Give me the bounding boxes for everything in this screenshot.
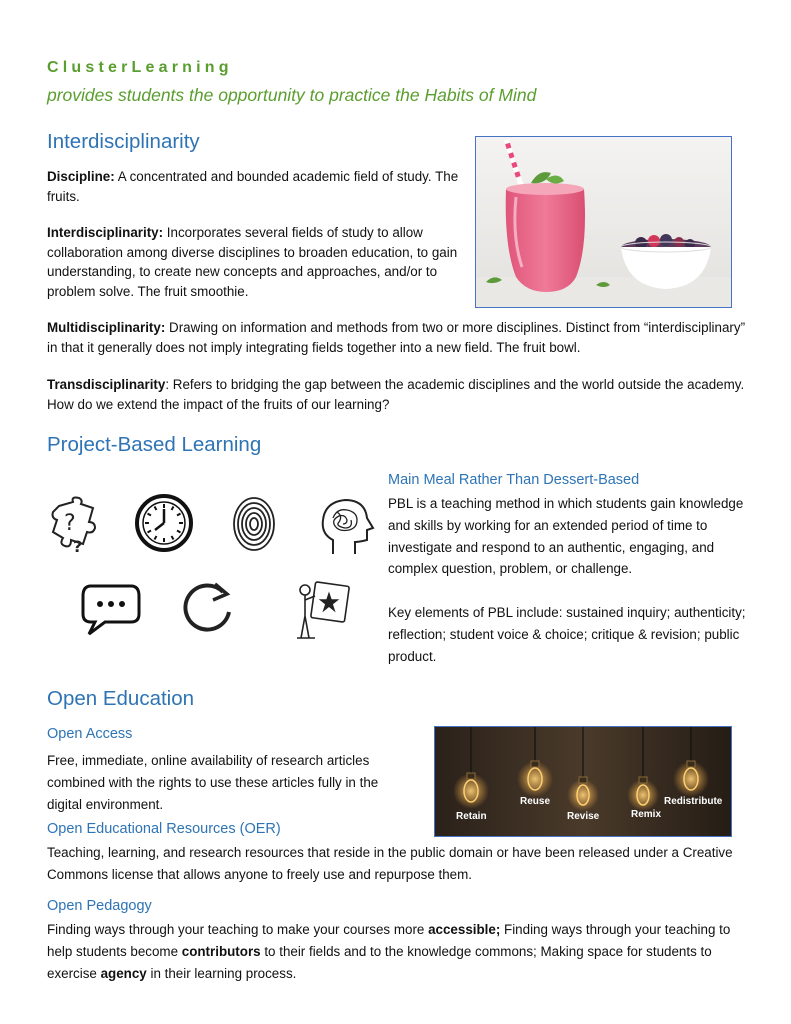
- head-brain-icon: [319, 496, 375, 558]
- open-pedagogy-text: [47, 919, 747, 984]
- oer-title: Open Educational Resources (OER): [47, 821, 281, 837]
- bulb-label-reuse: Reuse: [520, 796, 551, 807]
- discipline-text: A concentrated and bounded academic field of study. The fruits.: [47, 169, 459, 204]
- pbl-key-elements: Key elements of PBL include: sustained inquiry; authenticity; reflection; student voice & choice; critique & revision; public product.: [388, 605, 746, 664]
- interdisciplinarity-term: Interdisciplinarity:: [47, 225, 164, 240]
- multidisciplinarity-text: Drawing on information and methods from two or more disciplines. Distinct from “interdisciplinary” in that it generally does not imply integrating fields together into a new field. The fruit bowl.: [47, 320, 746, 355]
- oer-text: Teaching, learning, and research resources that reside in the public domain or have been released under a Creative Commons license that allows anyone to freely use and repurpose them.: [47, 845, 733, 882]
- multidisciplinarity-term: Multidisciplinarity:: [47, 320, 166, 335]
- bulb-label-remix: Remix: [631, 809, 662, 820]
- pbl-description: PBL is a teaching method in which students gain knowledge and skills by working for an extended period of time to investigate and respond to an authentic, engaging, and complex question, problem, or challenge.: [388, 496, 744, 577]
- pbl-icons: [47, 490, 382, 650]
- bulb-label-redistribute: Redistribute: [664, 796, 723, 807]
- person-with-sign-icon: [293, 576, 353, 642]
- open-access-text: Free, immediate, online availability of research articles combined with the rights to use these articles fully in the digital environment.: [47, 753, 379, 812]
- interdisciplinarity-text: Incorporates several fields of study to allow collaboration among diverse disciplines to broaden education, to gain understanding, to create new concepts and approaches, and/or to problem solve. The fruit smoothie.: [47, 225, 458, 299]
- transdisciplinarity-definition: [47, 375, 747, 414]
- open-pedagogy-text-4: in their learning process.: [146, 965, 297, 981]
- interdisciplinarity-heading: Interdisciplinarity: [47, 130, 200, 153]
- open-education-heading: Open Education: [47, 687, 195, 710]
- transdisciplinarity-term: Transdisciplinarity: [47, 377, 166, 392]
- open-pedagogy-text-3: to their fields and to the knowledge commons; Making space for students to exercise: [47, 943, 712, 981]
- svg-text:?: ?: [64, 511, 76, 536]
- bulb-label-retain: Retain: [456, 811, 487, 822]
- pbl-subheading: Main Meal Rather Than Dessert-Based: [388, 472, 640, 488]
- svg-text:?: ?: [73, 537, 83, 556]
- question-puzzle-icon: [49, 496, 103, 558]
- open-pedagogy-accessible: accessible;: [428, 922, 501, 937]
- multidisciplinarity-definition: [47, 318, 752, 357]
- discipline-term: Discipline:: [47, 169, 115, 184]
- light-bulbs-photo: [434, 726, 732, 837]
- smoothie-illustration: [476, 137, 732, 308]
- pbl-heading: Project-Based Learning: [47, 433, 262, 456]
- speech-bubble-icon: [81, 580, 141, 636]
- brand-title: ClusterLearning: [47, 59, 233, 76]
- open-pedagogy-text-1: Finding ways through your teaching to make your courses more: [47, 922, 429, 937]
- bulb-label-revise: Revise: [567, 811, 600, 822]
- open-pedagogy-agency: agency: [100, 965, 147, 981]
- tagline: provides students the opportunity to practice the Habits of Mind: [47, 85, 537, 105]
- open-access-title: Open Access: [47, 726, 133, 742]
- refresh-arrow-icon: [179, 578, 237, 638]
- open-pedagogy-contributors: contributors: [181, 943, 261, 959]
- clock-icon: [135, 494, 193, 552]
- interdisciplinarity-definition: [47, 223, 462, 301]
- open-pedagogy-title: Open Pedagogy: [47, 898, 152, 914]
- discipline-definition: [47, 167, 462, 206]
- smoothie-photo: [475, 136, 732, 308]
- transdisciplinarity-text: : Refers to bridging the gap between the academic disciplines and the world outside the academy. How do we extend the impact of the fruits of our learning?: [47, 377, 745, 412]
- open-pedagogy-text-2: Finding ways through your teaching to help students become: [47, 922, 731, 959]
- fingerprint-icon: [231, 494, 277, 554]
